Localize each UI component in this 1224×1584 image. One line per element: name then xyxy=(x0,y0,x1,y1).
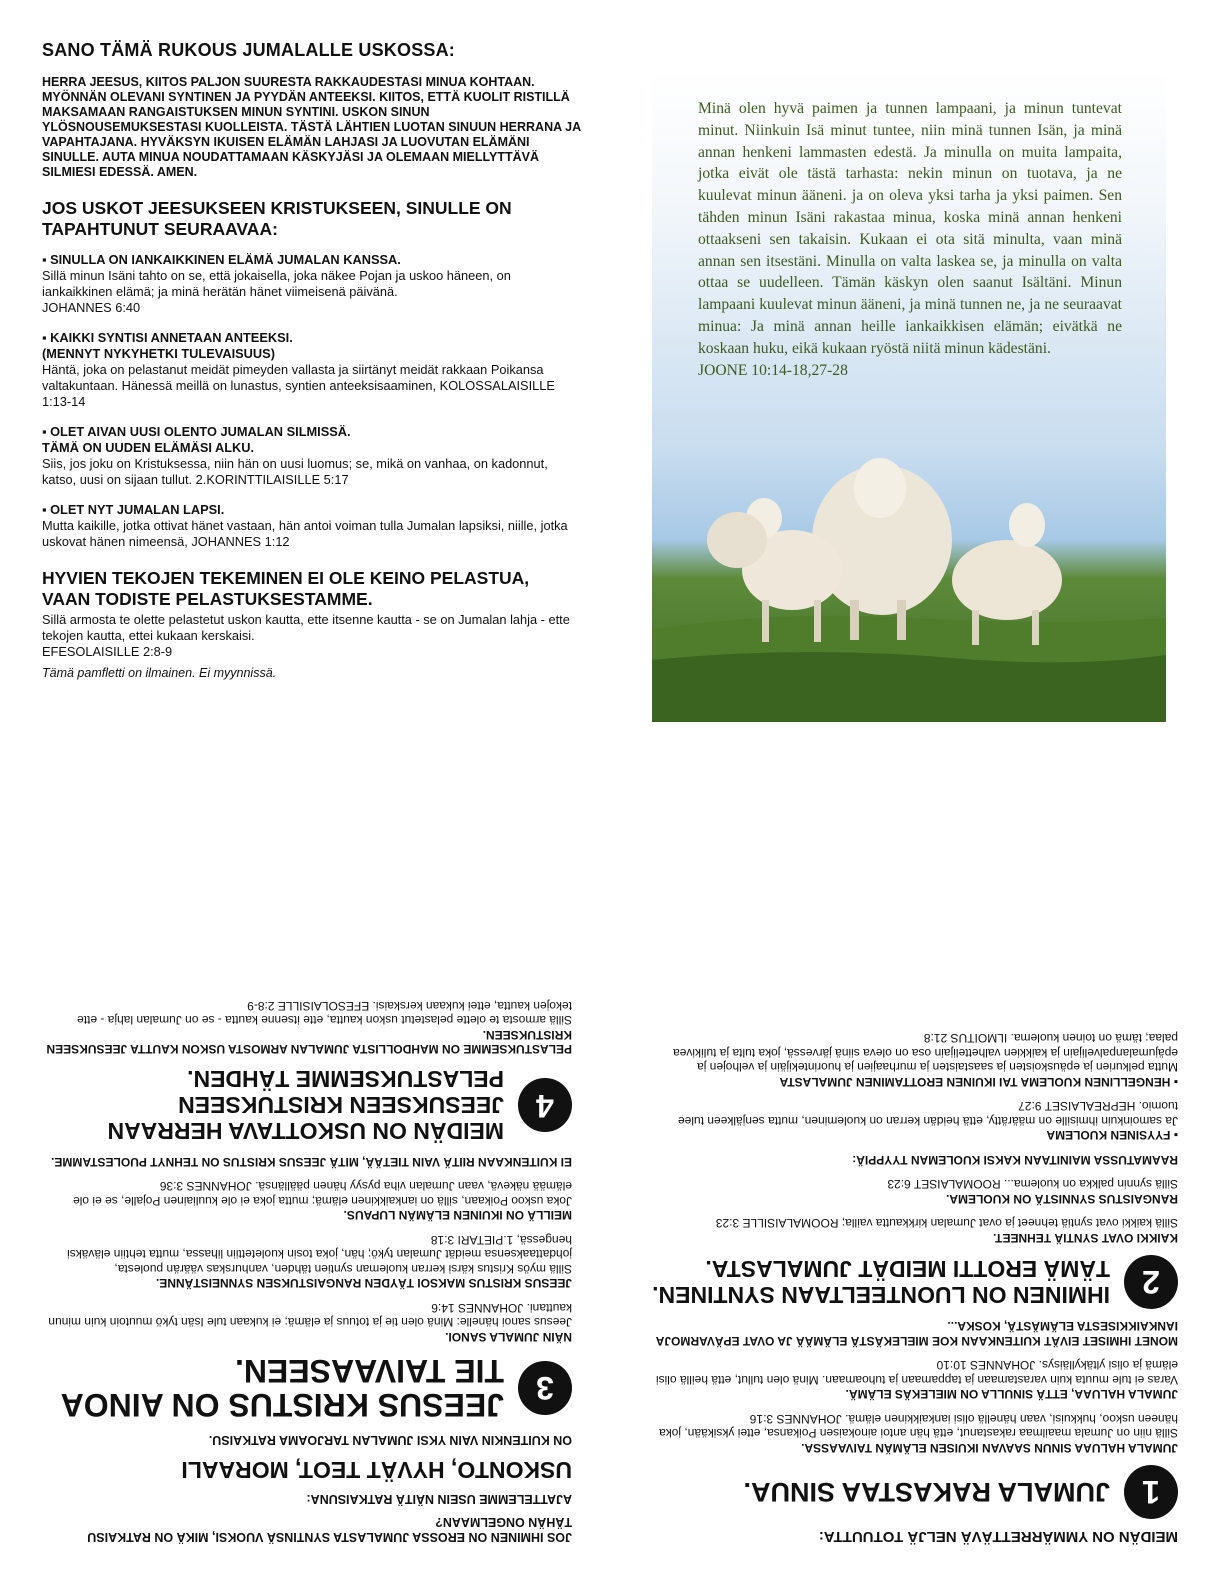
para-text: Sillä myös Kristus kärsi kerran kuoleman syntien tähden, vanhurskas väärän puolesta, johdattaaksensa meidät Jumalan tykö; hän, joka tosin kuoletettiin lihassa, mutta tehtiin eläväksi hengessä, 1.PIETARI 3:18 xyxy=(67,1233,572,1276)
truth-4-para-1 xyxy=(42,999,572,1057)
benefit-text: Sillä minun Isäni tahto on se, että jokaisella, joka näkee Pojan ja uskoo häneen, on iankaikkinen elämä; ja minä herätän hänet viimeisenä päivänä. xyxy=(42,268,511,299)
prayer-title: SANO TÄMÄ RUKOUS JUMALALLE USKOSSA: xyxy=(42,40,456,60)
truth-2-para-4 xyxy=(648,1099,1178,1143)
para-text: Sillä kaikki ovat syntiä tehneet ja ovat Jumalan kirkkautta vailla; ROOMALAISILLE 3:23 xyxy=(715,1216,1178,1231)
truth-4-title: MEIDÄN ON USKOTTAVA HERRAAN JEESUKSEEN KRISTUKSEEN PELASTUKSEMME TÄHDEN. xyxy=(107,1066,504,1145)
four-truths-panel-part2 xyxy=(42,792,572,1544)
benefit-heading: ▪ OLET AIVAN UUSI OLENTO JUMALAN SILMISSÄ. TÄMÄ ON UUDEN ELÄMÄSI ALKU. xyxy=(42,424,351,455)
para-heading: JUMALA HALUAA, ETTÄ SINULLA ON MIELEKÄS ELÄMÄ. xyxy=(845,1387,1178,1402)
good-works-ref: EFESOLAISILLE 2:8-9 xyxy=(42,644,173,659)
truth-3-para-2 xyxy=(42,1233,572,1291)
truth-3-para-4 xyxy=(42,1155,572,1170)
four-truths-intro: MEIDÄN ON YMMÄRRETTÄVÄ NELJÄ TOTUUTTA: xyxy=(818,1528,1178,1545)
truth-1-title: JUMALA RAKASTAA SINUA. xyxy=(743,1477,1110,1507)
truth-3-title: JEESUS KRISTUS ON AINOA TIE TAIVAASEEN. xyxy=(61,1353,504,1423)
benefit-item xyxy=(42,502,582,550)
para-heading: RAAMATUSSA MAINITAAN KAKSI KUOLEMAN TYYPPIÄ: xyxy=(852,1153,1178,1167)
prayer-text: HERRA JEESUS, KIITOS PALJON SUURESTA RAKKAUDESTASI MINUA KOHTAAN. MYÖNNÄN OLEVANI SYNTINEN JA PYYDÄN ANTEEKSI. KIITOS, ETTÄ KUOLIT RISTILLÄ MAKSAMAAN RANGAISTUKSEN MINUN SYNTINI. USKON SINUN YLÖSNOUSEMUKSESTASI KUOLLEISTA. TÄSTÄ LÄHTIEN LUOTAN SINUUN HERRANA JA VAPAHTAJANA. HYVÄKSYN IKUISEN ELÄMÄN LAHJASI JA LUOVUTAN ELÄMÄNI SINULLE. AUTA MINUA NOUDATTAMAAN KÄSKYJÄSI JA OLEMAAN MIELLYTTÄVÄ SILMIESI EDESSÄ. AMEN. xyxy=(42,75,581,179)
john-10-verse xyxy=(698,98,1122,381)
para-text: Sillä synnin palkka on kuolema... ROOMALAISET 6:23 xyxy=(887,1177,1178,1192)
para-text: Ja samoinkuin ihmisille on määrätty, että heidän kerran on kuoleminen, mutta senjälkeen tulee tuomio. HEPREALAISET 9:27 xyxy=(677,1099,1178,1128)
para-text: Jeesus sanoi hänelle: Minä olen tie ja totuus ja elämä; ei kukaan tule Isän tykö muutoin kuin minun kauttani. JOHANNES 14:6 xyxy=(48,1301,572,1330)
good-works-text: Sillä armosta te olette pelastetut uskon kautta, ette itsenne kautta - se on Jumalan lahja - ette tekojen kautta, ettei kukaan kerskaisi. xyxy=(42,612,570,643)
benefit-text: Häntä, joka on pelastanut meidät pimeyden vallasta ja siirtänyt meidät rakkaan Poikansa valtakuntaan. Hänessä meillä on lunastus, syntien anteeksisaaminen, xyxy=(42,362,544,393)
number-badge-4: 4 xyxy=(518,1079,572,1133)
number-badge-3: 3 xyxy=(518,1361,572,1415)
good-works-heading: HYVIEN TEKOJEN TEKEMINEN EI OLE KEINO PELASTUA, VAAN TODISTE PELASTUKSESTAMME. xyxy=(42,568,530,609)
truth-1-heading xyxy=(648,1465,1178,1519)
benefit-item xyxy=(42,424,582,488)
benefit-heading: ▪ KAIKKI SYNTISI ANNETAAN ANTEEKSI. (MENNYT NYKYHETKI TULEVAISUUS) xyxy=(42,330,293,361)
solution-intro: JOS IHMINEN ON EROSSA JUMALASTA SYNTINSÄ VUOKSI, MIKÄ ON RATKAISU TÄHÄN ONGELMAAN? xyxy=(87,1515,572,1544)
truth-2-para-1 xyxy=(648,1216,1178,1245)
truth-2-para-5 xyxy=(648,1031,1178,1089)
four-truths-panel-part1 xyxy=(648,792,1178,1544)
para-heading: JUMALA HALUAA SINUN SAAVAN IKUISEN ELÄMÄN TAIVAASSA. xyxy=(801,1441,1178,1455)
truth-1-para-1 xyxy=(648,1412,1178,1456)
truth-1-para-3 xyxy=(648,1319,1178,1348)
truth-1-para-2 xyxy=(648,1358,1178,1402)
if-you-believe-heading: JOS USKOT JEESUKSEEN KRISTUKSEEN, SINULLE ON TAPAHTUNUT SEURAAVAA: xyxy=(42,198,512,239)
benefit-item xyxy=(42,252,582,316)
para-text: Varas ei tule muuta kuin varastamaan ja tappamaan ja tuhoamaan. Minä olen tullut, että heillä olisi elämä ja olisi yltäkylläisys. JOHANNES 10:10 xyxy=(655,1358,1178,1387)
benefit-text: Siis, jos joku on Kristuksessa, niin hän on uusi luomus; se, mikä on vanhaa, on kadonnut, katso, uusi on sijaan tullut. xyxy=(42,456,548,487)
number-badge-1: 1 xyxy=(1124,1465,1178,1519)
benefit-ref: JOHANNES 6:40 xyxy=(42,300,141,315)
para-text: Sillä niin on Jumala maailmaa rakastanut, että hän antoi ainokaisen Poikansa, ettei yksikään, joka häneen uskoo, hukkuisi, vaan hänellä olisi iankaikkinen elämä. JOHANNES 3:16 xyxy=(659,1412,1178,1441)
benefit-item xyxy=(42,330,582,410)
para-heading: JEESUS KRISTUS MAKSOI TÄYDEN RANGAISTUKSEN SYNNEISTÄNNE. xyxy=(155,1276,572,1291)
truth-2-title: IHMINEN ON LUONTEELTAAN SYNTINEN. TÄMÄ EROTTI MEIDÄT JUMALASTA. xyxy=(652,1256,1110,1308)
para-heading: ▪ FYYSINEN KUOLEMA xyxy=(1046,1128,1178,1143)
prayer-panel xyxy=(42,40,582,680)
para-text: Sillä armosta te olette pelastetut uskon kautta, ette itsenne kautta - se on Jumalan lahja - ette tekojen kautta, ettei kukaan kerskaisi. EFESOLAISILLE 2:8-9 xyxy=(77,999,572,1028)
one-solution-label: ON KUITENKIN VAIN YKSI JUMALAN TARJOAMA RATKAISU. xyxy=(208,1433,572,1447)
truth-2-para-2 xyxy=(648,1177,1178,1206)
benefit-ref: 2.KORINTTILAISILLE 5:17 xyxy=(195,472,349,487)
para-heading: MEILLÄ ON IKUINEN ELÄMÄN LUPAUS. xyxy=(343,1208,572,1223)
para-heading: NÄIN JUMALA SANOI. xyxy=(445,1330,572,1344)
truth-2-para-3 xyxy=(648,1153,1178,1168)
free-note: Tämä pamfletti on ilmainen. Ei myynnissä. xyxy=(42,666,277,680)
para-heading: MONET IHMISET EIVÄT KUITENKAAN KOE MIELEKÄSTÄ ELÄMÄÄ JA OVAT EPÄVARMOJA IANKAIKKISESTA ELÄMÄSTÄ, KOSKA... xyxy=(656,1319,1178,1348)
para-heading: EI KUITENKAAN RIITÄ VAIN TIETÄÄ, MITÄ JEESUS KRISTUS ON TEHNYT PUOLESTAMME. xyxy=(51,1155,572,1169)
benefit-ref: KOLOSSALAISILLE 1:13-14 xyxy=(42,378,555,409)
common-solutions-list: USKONTO, HYVÄT TEOT, MORAALI xyxy=(181,1457,572,1483)
para-heading: PELASTUKSEMME ON MAHDOLLISTA JUMALAN ARMOSTA USKON KAUTTA JEESUKSEEN KRISTUKSEEN. xyxy=(46,1028,572,1057)
good-works-verse xyxy=(42,612,582,660)
truth-2-heading xyxy=(648,1255,1178,1309)
common-solutions-label: AJATTELEMME USEIN NÄITÄ RATKAISUNA: xyxy=(306,1492,572,1506)
para-text: Joka uskoo Poikaan, sillä on iankaikkinen elämä; mutta joka ei ole kuuliainen Pojalle, se ei ole elämää näkevä, vaan Jumalan viha pysyy hänen päällänsä. JOHANNES 3:36 xyxy=(73,1179,572,1208)
truth-3-para-3 xyxy=(42,1179,572,1223)
benefit-heading: ▪ SINULLA ON IANKAIKKINEN ELÄMÄ JUMALAN KANSSA. xyxy=(42,252,401,267)
benefit-text: Mutta kaikille, jotka ottivat hänet vastaan, hän antoi voiman tulla Jumalan lapsiksi, niille, jotka uskovat hänen nimeensä, xyxy=(42,518,568,549)
truth-4-heading xyxy=(42,1067,572,1145)
para-heading: ▪ HENGELLINEN KUOLEMA TAI IKUINEN EROTTAMINEN JUMALASTA xyxy=(779,1075,1178,1089)
verse-ref: JOONE 10:14-18,27-28 xyxy=(698,361,848,379)
sheep-photo-panel xyxy=(652,70,1166,722)
verse-text: Minä olen hyvä paimen ja tunnen lampaani, ja minun tuntevat minut. Niinkuin Isä minut tuntee, niin minä tunnen Isän, ja minä annan henkeni lammasten edestä. Ja minulla on muita lampaita, jotka eivät ole tästä tarhasta: nekin minun on tuotava, ja ne kuulevat minun ääneni. ja on oleva yksi tarha ja yksi paimen. Sen tähden minun Isäni rakastaa minua, koska minä annan henkeni ottaakseni sen takaisin. Kukaan ei ota sitä minulta, vaan minä annan sen itsestäni. Minulla on valta laskea se, ja minulla on valta ottaa se uudelleen. Tämän käskyn olen saanut Isältäni. Minun lampaani kuulevat minun ääneni, ja minä tunnen ne, ja ne seuraavat minua: Ja minä annan heille iankaikkisen elämän; eivätkä ne koskaan huku, eikä kukaan ryöstä niitä minun kädestäni. xyxy=(698,100,1122,357)
para-heading: RANGAISTUS SYNNISTÄ ON KUOLEMA. xyxy=(945,1192,1178,1206)
truth-3-para-1 xyxy=(42,1301,572,1345)
benefit-ref: JOHANNES 1:12 xyxy=(191,534,290,549)
para-text: Mutta pelkurien ja epäuskoisten ja saastaisten ja murhaajien ja huorintekijäin ja velhojen ja epäjumalanpalvelijain ja kaikkien valhettelijain osa on oleva siinä järvessä, joka tulta ja tulikivea palaa; tämä on toinen kuolema. ILMOITUS 21:8 xyxy=(673,1031,1178,1075)
benefit-heading: ▪ OLET NYT JUMALAN LAPSI. xyxy=(42,502,225,517)
truth-3-heading xyxy=(42,1354,572,1422)
para-heading: KAIKKI OVAT SYNTIÄ TEHNEET. xyxy=(993,1231,1178,1245)
number-badge-2: 2 xyxy=(1124,1255,1178,1309)
